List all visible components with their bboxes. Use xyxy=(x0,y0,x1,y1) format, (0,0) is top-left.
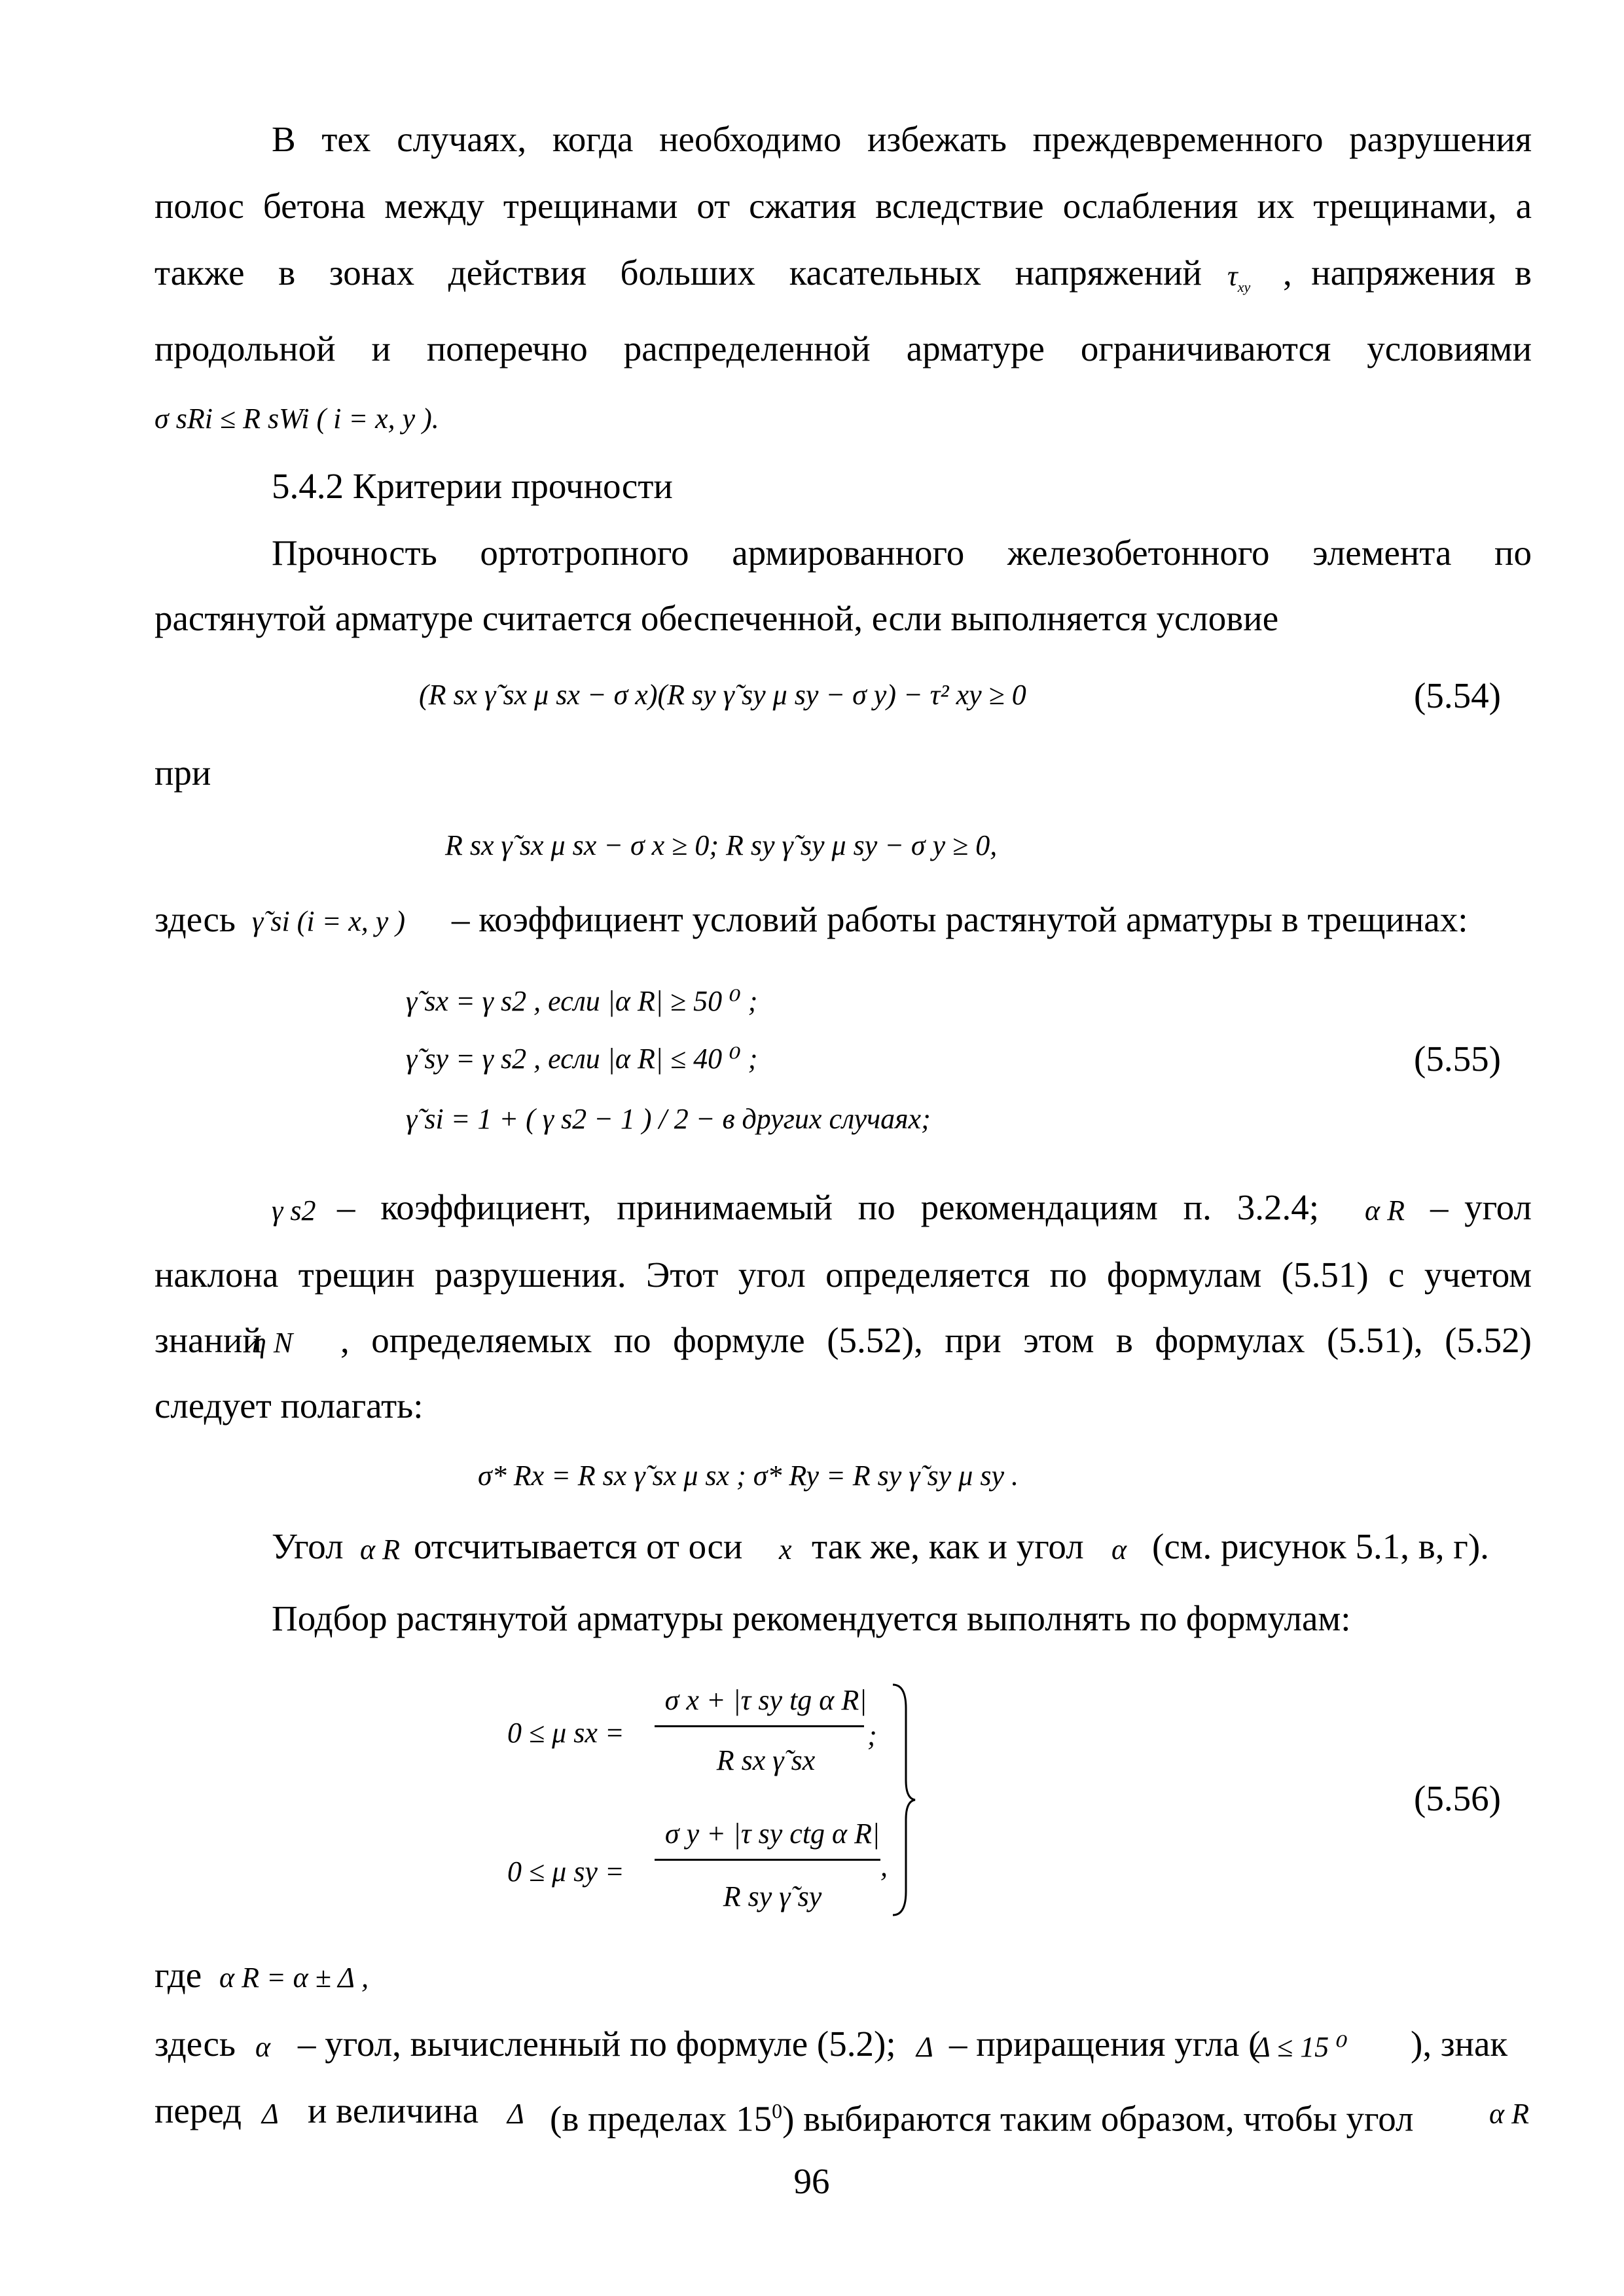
inline-math-alpha-r-3: α R xyxy=(1489,2098,1529,2130)
equation-5-56-row-2-end: , xyxy=(880,1850,888,1882)
inline-math-delta: Δ xyxy=(916,2031,933,2063)
paragraph-1-line-2: полос бетона между трещинами от сжатия вследствие ослабления их трещинами, а xyxy=(154,186,1532,226)
equation-number-5-55: (5.55) xyxy=(1414,1039,1501,1079)
paragraph-1-line-1: В тех случаях, когда необходимо избежать преждевременного разрушения xyxy=(272,119,1532,159)
inline-math-alpha: α xyxy=(1111,1534,1127,1566)
paragraph-4-line-2: наклона трещин разрушения. Этот угол определяется по формулам (5.51) с учетом xyxy=(154,1255,1532,1295)
equation-number-5-54: (5.54) xyxy=(1414,675,1501,715)
equation-alpha-r: α R = α ± Δ , xyxy=(219,1962,369,1994)
paragraph-1-line-3: также в зонах действия больших касательных напряжений xyxy=(154,253,1202,293)
paragraph-4-line-1-end: – угол xyxy=(1430,1187,1532,1227)
inline-math-delta-2: Δ xyxy=(262,2098,279,2130)
paragraph-8-l1c: – угол, вычисленный по формуле (5.2); xyxy=(298,2024,896,2064)
section-heading: 5.4.2 Критерии прочности xyxy=(272,466,673,506)
inline-math-tau-xy: $\tau_{xy}$ xyxy=(1227,260,1251,295)
equation-5-56-row-1-numerator: σ x + |τ sy tg α R| xyxy=(664,1684,867,1716)
equation-5-56-row-1-left: 0 ≤ μ sx = xyxy=(507,1717,624,1749)
paragraph-2-line-1: Прочность ортотропного армированного железобетонного элемента по xyxy=(272,533,1532,573)
paragraph-1-line-4: продольной и поперечно распределенной арматуре ограничиваются условиями xyxy=(154,329,1532,368)
equation-5-56-row-1-denominator: R sx γ̃ sx xyxy=(716,1744,816,1776)
paragraph-8-l1a: здесь xyxy=(154,2024,236,2064)
equation-5-56-row-2-denominator: R sy γ̃ sy xyxy=(723,1880,822,1912)
inline-math-x: x xyxy=(779,1534,792,1566)
equation-5-55-line-1: γ̃ sx = γ s2 , если |α R| ≥ 50 ⁰ ; xyxy=(406,985,758,1017)
paragraph-3-prefix: здесь xyxy=(154,899,236,939)
fraction-bar-1 xyxy=(655,1725,864,1727)
equation-conditions: R sx γ̃ sx μ sx − σ x ≥ 0; R sy γ̃ sy μ sy − σ y ≥ 0, xyxy=(445,829,998,861)
paragraph-5-a: Угол xyxy=(272,1526,344,1566)
equation-sigma-star: σ* Rx = R sx γ̃ sx μ sx ; σ* Ry = R sy γ̃ sy μ sy . xyxy=(478,1460,1019,1492)
paragraph-5-e: так же, как и угол xyxy=(812,1526,1084,1566)
inline-math-gamma-si: γ̃ si (i = x, y ) xyxy=(252,905,405,937)
equation-5-54: (R sx γ̃ sx μ sx − σ x)(R sy γ̃ sy μ sy − σ y) − τ² xy ≥ 0 xyxy=(419,679,1026,711)
inline-math-alpha-r-2: α R xyxy=(360,1534,400,1566)
paragraph-5-g: (см. рисунок 5.1, в, г). xyxy=(1152,1526,1489,1566)
paragraph-3-suffix: – коэффициент условий работы растянутой арматуры в трещинах: xyxy=(452,899,1468,939)
paragraph-5-c: отсчитывается от оси xyxy=(414,1526,743,1566)
inline-math-alpha-r: α R xyxy=(1365,1194,1405,1227)
paragraph-8-l2e: (в пределах $15^0$) выбираются таким образом, чтобы угол xyxy=(550,2098,1414,2139)
paragraph-6: Подбор растянутой арматуры рекомендуется выполнять по формулам: xyxy=(272,1598,1351,1638)
paragraph-8-l1e: – приращения угла ( xyxy=(949,2024,1261,2064)
inline-math-eta-n: η N xyxy=(252,1327,293,1359)
inline-math-delta-le-15: Δ ≤ 15 ⁰ xyxy=(1254,2031,1348,2063)
word-pri: при xyxy=(154,753,211,793)
inline-math-alpha-2: α xyxy=(255,2031,271,2063)
equation-5-56-row-2-numerator: σ y + |τ sy ctg α R| xyxy=(664,1818,880,1850)
right-brace-icon xyxy=(890,1682,916,1918)
paragraph-8-l1g: ), знак xyxy=(1411,2024,1508,2064)
paragraph-1-line-3-end: , напряжения в xyxy=(1283,253,1532,293)
paragraph-4-line-3: , определяемых по формуле (5.52), при этом в формулах (5.51), (5.52) xyxy=(340,1320,1532,1360)
fraction-bar-2 xyxy=(655,1859,880,1861)
equation-5-55-line-2: γ̃ sy = γ s2 , если |α R| ≤ 40 ⁰ ; xyxy=(406,1043,758,1075)
equation-5-56-row-2-left: 0 ≤ μ sy = xyxy=(507,1856,624,1888)
equation-5-56-row-1-end: ; xyxy=(867,1719,877,1751)
inline-math-delta-3: Δ xyxy=(507,2098,524,2130)
paragraph-2-line-2: растянутой арматуре считается обеспеченной, если выполняется условие xyxy=(154,598,1279,638)
page-number: 96 xyxy=(793,2161,830,2201)
inequality-sigma-sri: σ sRi ≤ R sWi ( i = x, y ). xyxy=(154,403,439,435)
paragraph-4-line-1: – коэффициент, принимаемый по рекомендациям п. 3.2.4; xyxy=(337,1187,1319,1227)
equation-5-55-line-3: γ̃ si = 1 + ( γ s2 − 1 ) / 2 − в других случаях; xyxy=(406,1103,931,1135)
equation-number-5-56: (5.56) xyxy=(1414,1778,1501,1818)
inline-math-gamma-s2: γ s2 xyxy=(272,1194,316,1227)
paragraph-8-l2a: перед xyxy=(154,2090,242,2130)
paragraph-7-prefix: где xyxy=(154,1955,202,1995)
paragraph-4-line-4: следует полагать: xyxy=(154,1386,424,1426)
paragraph-8-l2c: и величина xyxy=(308,2090,479,2130)
paragraph-4-line-3-start: знаний xyxy=(154,1320,262,1360)
